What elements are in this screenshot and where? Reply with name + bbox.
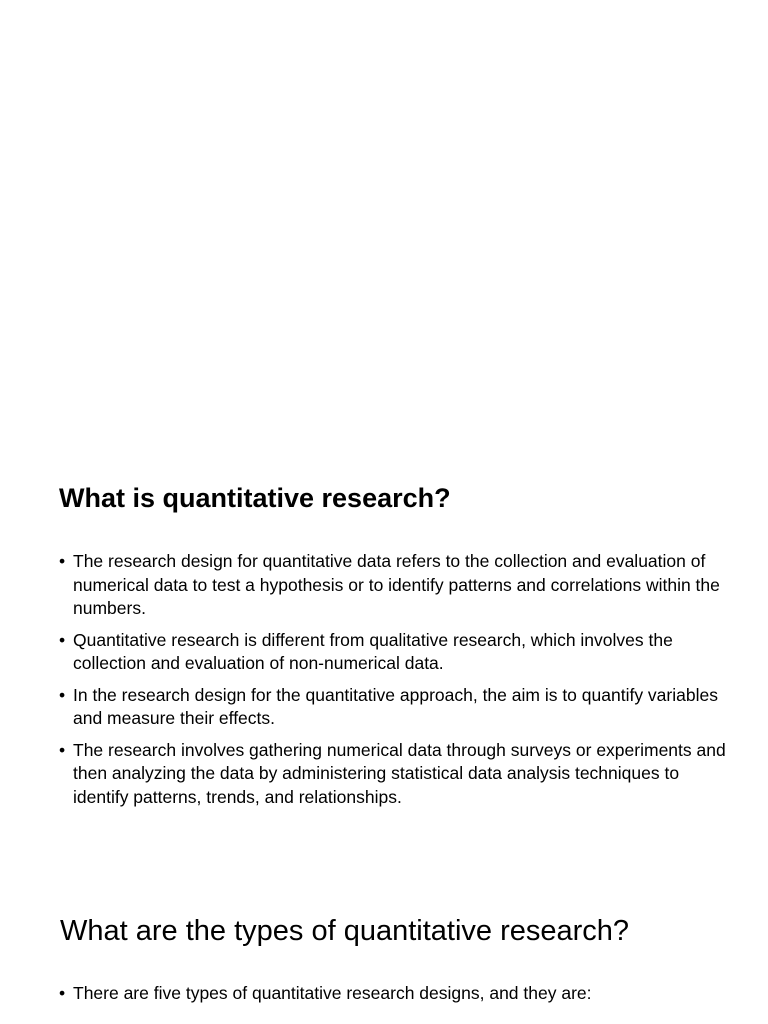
- bullet-dot-icon: •: [59, 551, 66, 571]
- bullet-list: [59, 982, 729, 1006]
- slide-title: What is quantitative research?: [59, 483, 451, 513]
- slide-types-of-quantitative-research: [59, 912, 739, 1014]
- bullet-dot-icon: •: [59, 684, 66, 705]
- bullet-text: In the research design for the quantitative approach, the aim is to quantify variables and measure their effects.: [73, 684, 718, 728]
- slide-quantitative-research: [59, 480, 739, 817]
- bullet-text: Quantitative research is different from qualitative research, which involves the collection and evaluation of non-numerical data.: [73, 629, 673, 673]
- bullet-text: The research design for quantitative data refers to the collection and evaluation of numerical data to test a hypothesis or to identify patterns and correlations within the numbers.: [73, 551, 720, 618]
- bullet-dot-icon: •: [59, 629, 66, 650]
- bullet-list: [59, 550, 729, 809]
- bullet-item: [59, 629, 729, 676]
- bullet-item: [59, 982, 729, 1006]
- bullet-item: [59, 550, 729, 621]
- bullet-item: [59, 739, 729, 810]
- bullet-text: There are five types of quantitative research designs, and they are:: [73, 983, 592, 1003]
- slide-title: What are the types of quantitative research?: [60, 915, 630, 947]
- bullet-dot-icon: •: [59, 739, 66, 760]
- bullet-dot-icon: •: [59, 983, 66, 1003]
- bullet-item: [59, 684, 729, 731]
- bullet-text: The research involves gathering numerical data through surveys or experiments and then analyzing the data by administering statistical data analysis techniques to identify patterns, trends, and relationships.: [73, 739, 726, 807]
